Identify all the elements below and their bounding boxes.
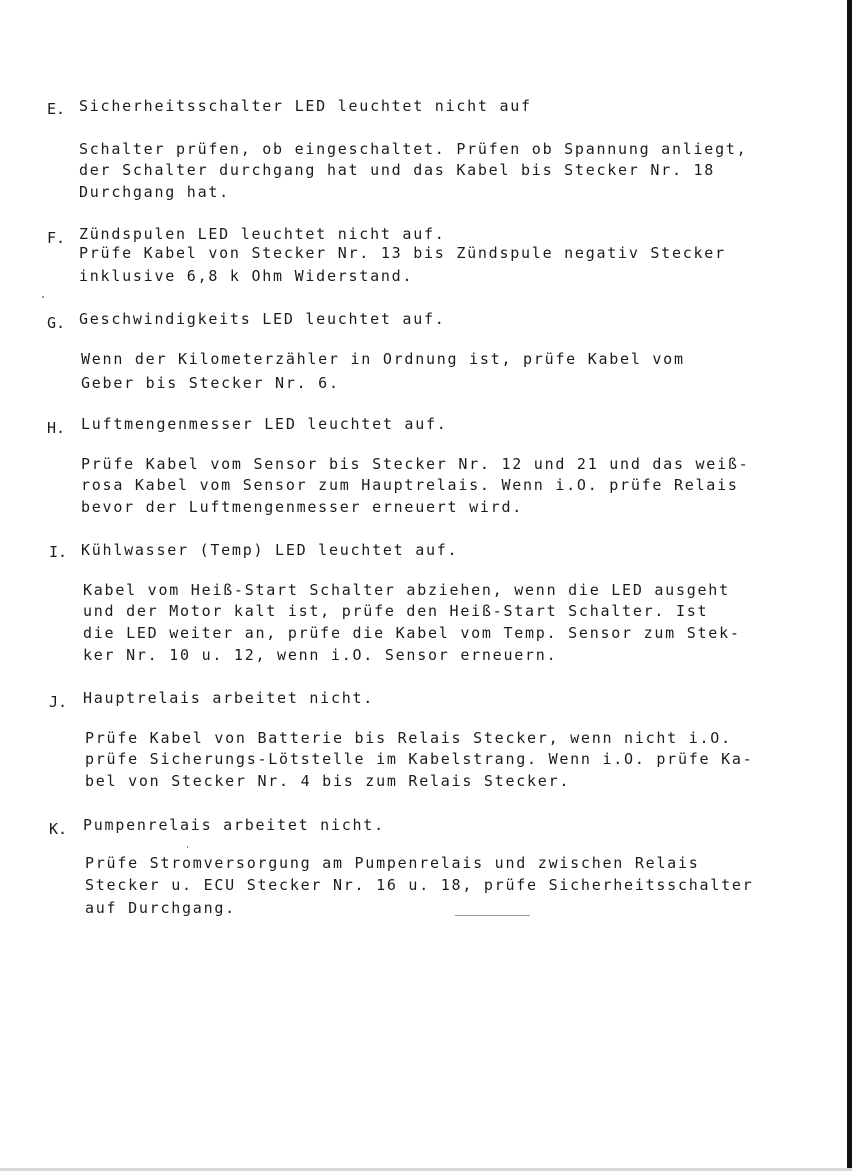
- section-heading: Zündspulen LED leuchtet nicht auf.: [79, 225, 446, 243]
- section-letter: F.: [47, 229, 66, 247]
- section-heading: Sicherheitsschalter LED leuchtet nicht auf: [79, 97, 532, 115]
- body-line: der Schalter durchgang hat und das Kabel bis Stecker Nr. 18: [79, 161, 716, 179]
- section-letter: K.: [49, 820, 68, 838]
- body-line: auf Durchgang.: [85, 899, 236, 917]
- scan-speck: [42, 296, 44, 298]
- body-line: Prüfe Kabel von Stecker Nr. 13 bis Zündspule negativ Stecker: [79, 244, 726, 262]
- body-line: rosa Kabel vom Sensor zum Hauptrelais. Wenn i.O. prüfe Relais: [81, 476, 739, 494]
- body-line: inklusive 6,8 k Ohm Widerstand.: [79, 267, 414, 285]
- body-line: Wenn der Kilometerzähler in Ordnung ist, prüfe Kabel vom: [81, 350, 685, 368]
- section-letter: I.: [49, 543, 68, 561]
- scan-speck: [187, 846, 188, 848]
- section-letter: J.: [49, 693, 68, 711]
- body-line: Schalter prüfen, ob eingeschaltet. Prüfen ob Spannung anliegt,: [79, 140, 748, 158]
- body-line: Prüfe Stromversorgung am Pumpenrelais und zwischen Relais: [85, 854, 700, 872]
- body-line: Prüfe Kabel vom Sensor bis Stecker Nr. 12 und 21 und das weiß-: [81, 455, 750, 473]
- section-letter: E.: [47, 100, 66, 118]
- section-letter: G.: [47, 314, 66, 332]
- body-line: Durchgang hat.: [79, 183, 230, 201]
- section-heading: Pumpenrelais arbeitet nicht.: [83, 816, 385, 834]
- body-line: ker Nr. 10 u. 12, wenn i.O. Sensor erneuern.: [83, 646, 558, 664]
- scan-edge: [847, 0, 852, 1171]
- section-heading: Hauptrelais arbeitet nicht.: [83, 689, 375, 707]
- body-line: bel von Stecker Nr. 4 bis zum Relais Stecker.: [85, 772, 571, 790]
- section-letter: H.: [47, 419, 66, 437]
- body-line: und der Motor kalt ist, prüfe den Heiß-Start Schalter. Ist: [83, 602, 709, 620]
- end-rule-mark: [455, 915, 530, 916]
- body-line: die LED weiter an, prüfe die Kabel vom Temp. Sensor zum Stek-: [83, 624, 741, 642]
- body-line: bevor der Luftmengenmesser erneuert wird.: [81, 498, 524, 516]
- body-line: Kabel vom Heiß-Start Schalter abziehen, wenn die LED ausgeht: [83, 581, 730, 599]
- body-line: Geber bis Stecker Nr. 6.: [81, 374, 340, 392]
- body-line: Stecker u. ECU Stecker Nr. 16 u. 18, prüfe Sicherheitsschalter: [85, 876, 754, 894]
- body-line: Prüfe Kabel von Batterie bis Relais Stecker, wenn nicht i.O.: [85, 729, 732, 747]
- section-heading: Kühlwasser (Temp) LED leuchtet auf.: [81, 541, 459, 559]
- body-line: prüfe Sicherungs-Lötstelle im Kabelstrang. Wenn i.O. prüfe Ka-: [85, 750, 754, 768]
- section-heading: Geschwindigkeits LED leuchtet auf.: [79, 310, 446, 328]
- section-heading: Luftmengenmesser LED leuchtet auf.: [81, 415, 448, 433]
